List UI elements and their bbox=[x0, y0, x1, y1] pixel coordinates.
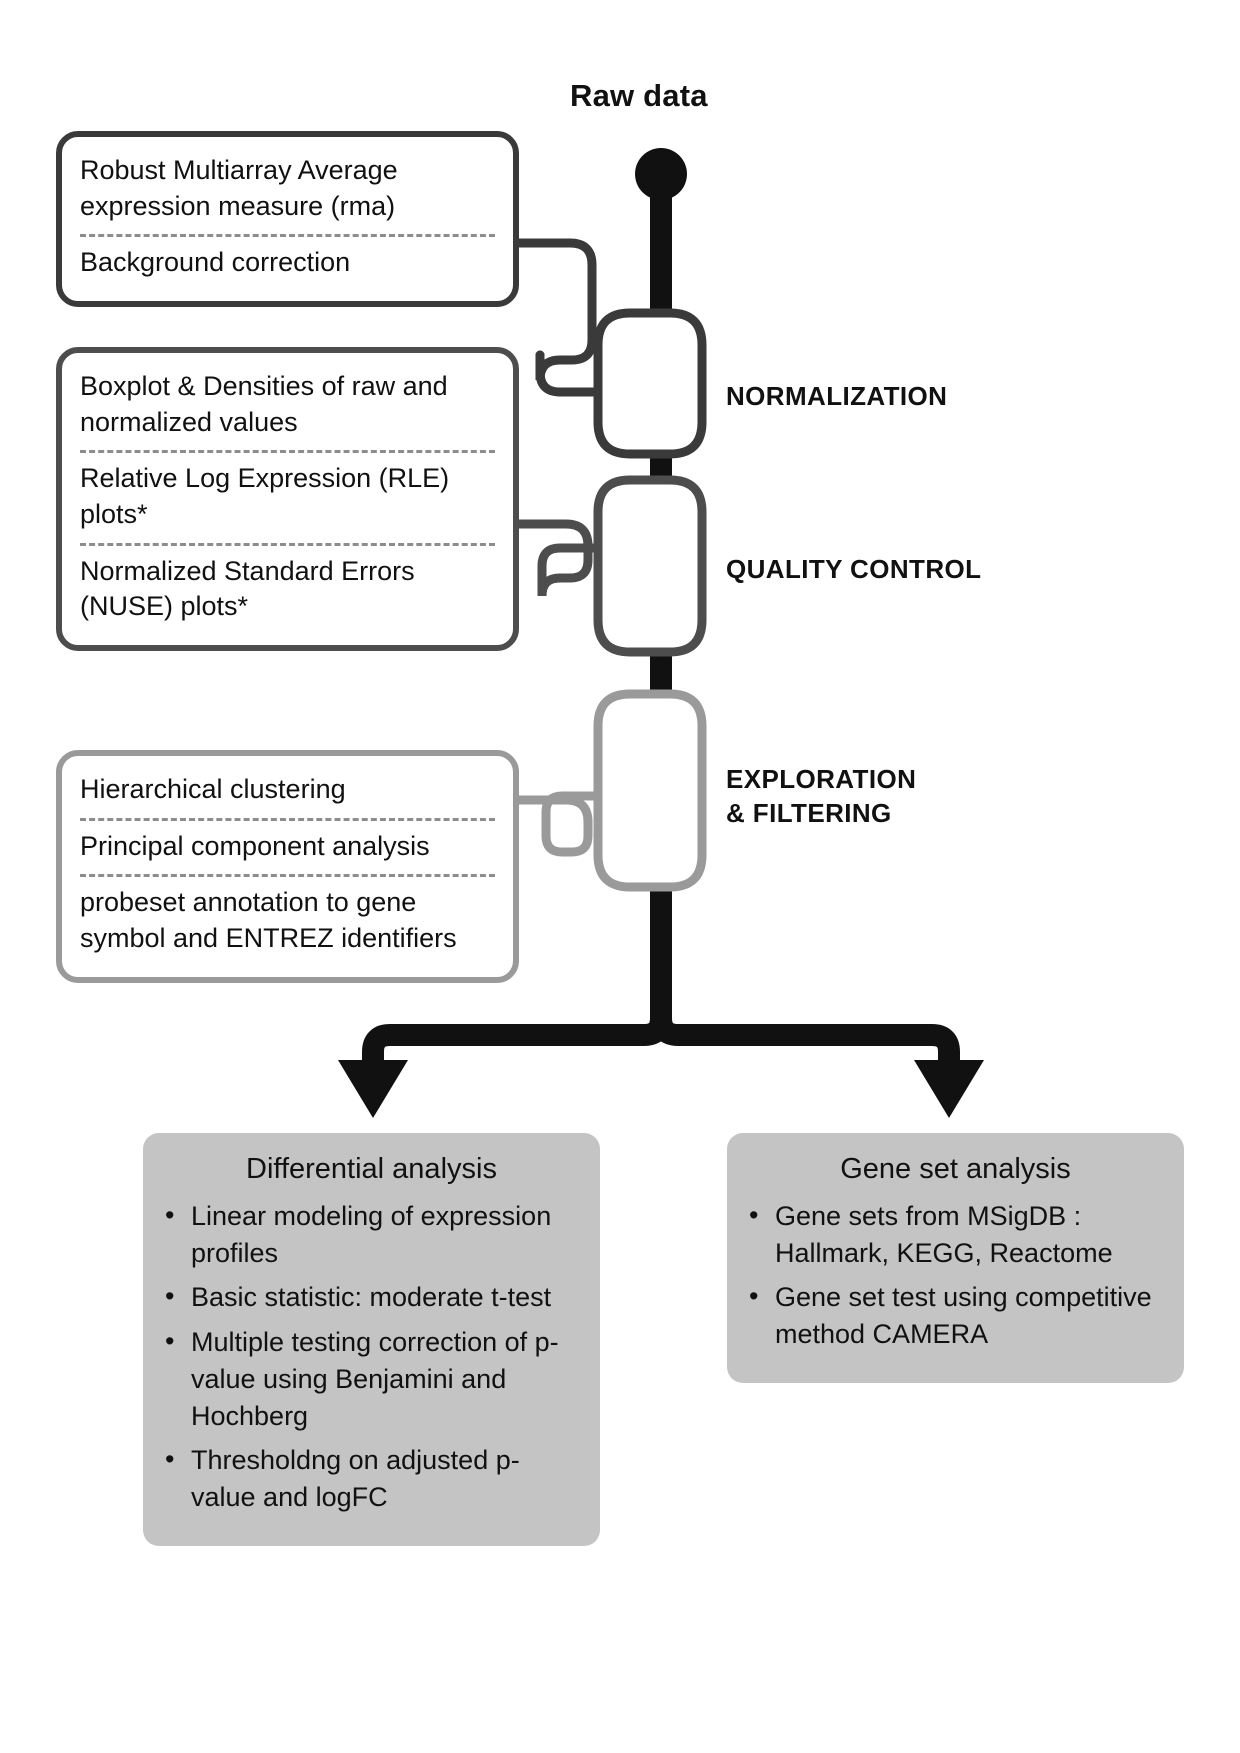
capsule-exploration bbox=[598, 694, 702, 887]
connector-quality-control bbox=[519, 524, 597, 596]
entry-divider bbox=[80, 234, 495, 237]
list-item: • Multiple testing correction of p-value using Benjamini and Hochberg bbox=[161, 1324, 582, 1434]
list-item: • Linear modeling of expression profiles bbox=[161, 1198, 582, 1271]
arrowhead-right bbox=[914, 1060, 984, 1118]
capsule-quality-control bbox=[598, 480, 702, 652]
detail-entry: Hierarchical clustering bbox=[80, 774, 346, 804]
capsule-normalization bbox=[598, 313, 702, 454]
stage-label-exploration-line1: EXPLORATION bbox=[726, 764, 917, 794]
start-node bbox=[635, 148, 687, 200]
detail-box-normalization bbox=[56, 131, 519, 307]
detail-entry: Normalized Standard Errors (NUSE) plots* bbox=[80, 555, 415, 622]
detail-entry: Relative Log Expression (RLE) plots* bbox=[80, 463, 450, 529]
entry-divider bbox=[80, 818, 495, 821]
list-item: • Thresholdng on adjusted p-value and logFC bbox=[161, 1442, 582, 1515]
entry-divider bbox=[80, 874, 495, 877]
stage-label-normalization: NORMALIZATION bbox=[726, 381, 948, 411]
list-item: • Basic statistic: moderate t-test bbox=[161, 1279, 582, 1316]
result-item-list bbox=[745, 1198, 1166, 1353]
detail-entry: Principal component analysis bbox=[80, 830, 430, 861]
branch-right bbox=[661, 995, 949, 1068]
connector-exploration bbox=[519, 796, 597, 852]
connector-normalization bbox=[519, 243, 592, 380]
result-panel-gene-set-analysis bbox=[727, 1133, 1184, 1383]
stage-label-exploration-filtering bbox=[726, 763, 916, 831]
detail-entry: probeset annotation to gene symbol and ENTREZ identifiers bbox=[80, 887, 457, 953]
result-item-list bbox=[161, 1198, 582, 1516]
branch-left bbox=[373, 995, 661, 1068]
arrowhead-left bbox=[338, 1060, 408, 1118]
detail-entry: Boxplot & Densities of raw and normalized values bbox=[80, 371, 448, 437]
detail-box-quality-control bbox=[56, 347, 519, 651]
stage-label-quality-control: QUALITY CONTROL bbox=[726, 554, 982, 584]
result-panel-title: Differential analysis bbox=[246, 1153, 497, 1185]
list-item: • Gene sets from MSigDB : Hallmark, KEGG, Reactome bbox=[745, 1198, 1166, 1271]
entry-divider bbox=[80, 450, 495, 453]
detail-entry: Robust Multiarray Average expression measure (rma) bbox=[80, 155, 398, 221]
detail-box-exploration bbox=[56, 750, 519, 983]
page-title: Raw data bbox=[570, 78, 708, 113]
detail-entry: Background correction bbox=[80, 247, 351, 278]
result-panel-differential-analysis bbox=[143, 1133, 600, 1546]
list-item: • Gene set test using competitive method CAMERA bbox=[745, 1279, 1166, 1352]
result-panel-title: Gene set analysis bbox=[840, 1153, 1071, 1185]
stage-label-exploration-line2: & FILTERING bbox=[726, 797, 892, 828]
entry-divider bbox=[80, 543, 495, 546]
